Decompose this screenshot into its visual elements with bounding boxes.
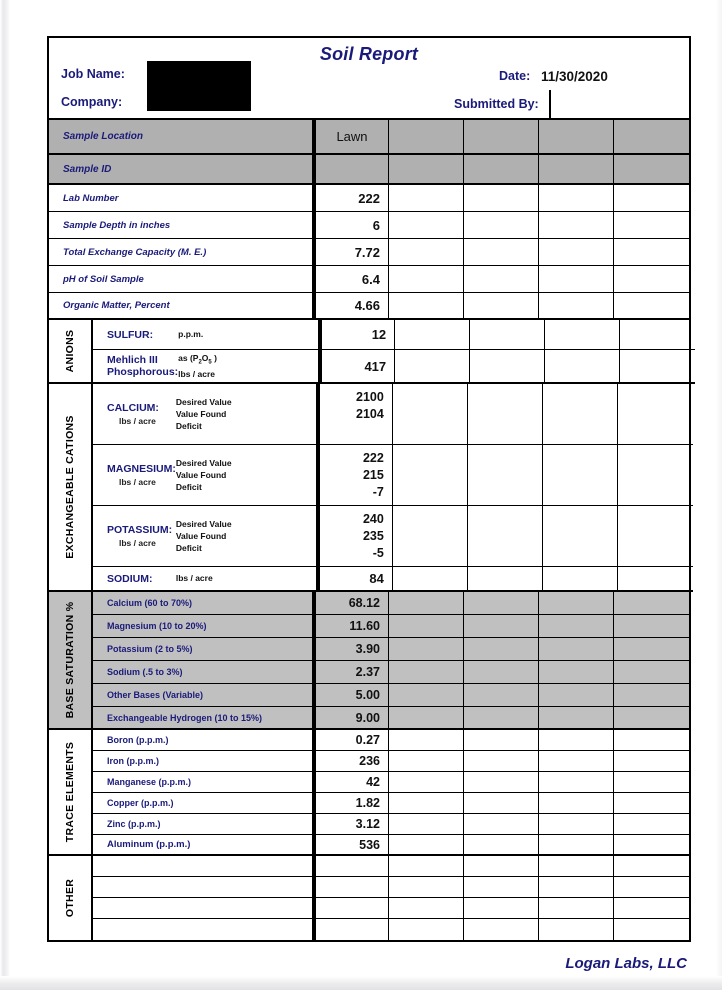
value-cell[interactable] (539, 185, 614, 212)
trace-elements-band (49, 730, 689, 856)
row-label: Zinc (p.p.m.) (93, 814, 314, 835)
anions-band (49, 320, 689, 384)
value-cell[interactable]: 11.60 (314, 615, 389, 638)
section-trace-elements (49, 730, 689, 856)
date-value: 11/30/2020 (541, 69, 608, 84)
section-other (49, 856, 689, 940)
value-cell[interactable] (539, 751, 614, 772)
value-cell[interactable]: 7.72 (314, 239, 389, 266)
page-edge-left-shadow (0, 0, 10, 990)
section-side-label-anions (49, 320, 93, 384)
value-cell[interactable]: 240 235 -5 (318, 506, 393, 567)
value-cell[interactable]: 222 (314, 185, 389, 212)
row-label: Boron (p.p.m.) (93, 730, 314, 751)
value-cell[interactable] (614, 751, 689, 772)
value-cell[interactable] (539, 592, 614, 615)
value-cell[interactable] (539, 793, 614, 814)
value-cell[interactable] (543, 384, 618, 445)
value-cell[interactable] (314, 919, 389, 940)
value-cell[interactable] (618, 506, 693, 567)
value-cell[interactable] (464, 155, 539, 185)
value-cell[interactable] (464, 266, 539, 293)
value-cell[interactable] (614, 239, 689, 266)
value-cell[interactable] (464, 856, 539, 877)
value-cell[interactable] (389, 919, 464, 940)
value-cell[interactable] (470, 350, 545, 384)
row-sublabels: Desired Value Value Found Deficit (175, 457, 232, 493)
value-cell[interactable] (614, 592, 689, 615)
table-row (49, 185, 689, 212)
company-label: Company: (61, 95, 123, 109)
row-label: Sample ID (49, 155, 314, 185)
value-cell[interactable] (614, 835, 689, 856)
section-side-label-other (49, 856, 93, 940)
value-cell[interactable] (539, 835, 614, 856)
value-cell[interactable] (614, 684, 689, 707)
value-cell[interactable] (389, 638, 464, 661)
row-label: Organic Matter, Percent (49, 293, 314, 320)
table-row (49, 239, 689, 266)
value-cell[interactable] (389, 751, 464, 772)
cations-band (49, 384, 689, 592)
value-cell[interactable] (468, 567, 543, 592)
table-row (93, 638, 689, 661)
value-cell[interactable] (464, 684, 539, 707)
report-sheet (47, 36, 691, 972)
value-cell[interactable] (468, 384, 543, 445)
page-edge-bottom-shadow (0, 976, 722, 990)
row-label: SODIUM: (107, 572, 153, 585)
value-cell[interactable] (614, 730, 689, 751)
value-cell[interactable] (539, 772, 614, 793)
value-cell[interactable]: 3.90 (314, 638, 389, 661)
row-label: Manganese (p.p.m.) (93, 772, 314, 793)
value-cell[interactable] (464, 793, 539, 814)
row-label: Total Exchange Capacity (M. E.) (49, 239, 314, 266)
table-row (93, 684, 689, 707)
other-band (49, 856, 689, 940)
row-unit: lbs / acre (119, 477, 156, 487)
row-sublabels: Desired Value Value Found Deficit (175, 396, 232, 432)
table-row (93, 350, 695, 384)
value-cell[interactable]: 6.4 (314, 266, 389, 293)
row-label: Other Bases (Variable) (93, 684, 314, 707)
value-cell[interactable] (464, 615, 539, 638)
row-label: Copper (p.p.m.) (93, 793, 314, 814)
value-cell[interactable]: 0.27 (314, 730, 389, 751)
value-cell[interactable] (314, 877, 389, 898)
value-cell[interactable]: 1.82 (314, 793, 389, 814)
value-cell[interactable] (470, 320, 545, 350)
value-cell[interactable] (614, 212, 689, 239)
row-unit: lbs / acre (119, 416, 156, 426)
value-cell[interactable] (464, 877, 539, 898)
report-table (47, 120, 691, 942)
row-label: Sodium (.5 to 3%) (93, 661, 314, 684)
value-cell[interactable] (389, 615, 464, 638)
row-label: SULFUR: (107, 328, 154, 341)
table-row (93, 730, 689, 751)
value-cell[interactable] (539, 919, 614, 940)
value-cell[interactable] (464, 919, 539, 940)
value-cell[interactable] (468, 445, 543, 506)
section-exchangeable-cations (49, 384, 689, 592)
value-cell[interactable] (620, 320, 695, 350)
value-cell[interactable] (464, 212, 539, 239)
value-cell[interactable] (614, 814, 689, 835)
job-name-label: Job Name: (61, 67, 125, 81)
value-cell[interactable] (464, 730, 539, 751)
value-cell[interactable] (468, 506, 543, 567)
value-cell[interactable]: 84 (318, 567, 393, 592)
value-cell[interactable] (464, 772, 539, 793)
report-header (47, 36, 691, 120)
row-label: Sample Depth in inches (49, 212, 314, 239)
value-cell[interactable] (389, 592, 464, 615)
row-unit: lbs / acre (119, 538, 156, 548)
section-side-label-text: EXCHANGEABLE CATIONS (64, 415, 76, 559)
value-cell[interactable]: 536 (314, 835, 389, 856)
value-cell[interactable] (389, 814, 464, 835)
value-cell[interactable] (614, 266, 689, 293)
value-cell[interactable] (539, 212, 614, 239)
value-cell[interactable] (539, 266, 614, 293)
value-cell[interactable] (614, 919, 689, 940)
value-cell[interactable] (464, 293, 539, 320)
table-row (93, 615, 689, 638)
value-cell[interactable] (393, 567, 468, 592)
header-divider (549, 90, 551, 120)
value-cell[interactable] (545, 350, 620, 384)
table-row (93, 506, 693, 567)
value-cell[interactable]: 236 (314, 751, 389, 772)
value-cell[interactable] (389, 772, 464, 793)
value-cell[interactable] (389, 239, 464, 266)
table-row (93, 661, 689, 684)
value-cell[interactable] (389, 856, 464, 877)
footer-company-name: Logan Labs, LLC (565, 955, 687, 972)
value-cell[interactable] (614, 793, 689, 814)
table-row (93, 320, 695, 350)
row-label[interactable] (93, 919, 314, 940)
value-cell[interactable] (464, 898, 539, 919)
table-row (93, 856, 689, 877)
value-cell[interactable]: 5.00 (314, 684, 389, 707)
section-side-label-text: ANIONS (64, 329, 76, 373)
row-label: Magnesium (10 to 20%) (93, 615, 314, 638)
value-cell[interactable] (539, 120, 614, 155)
value-cell[interactable] (539, 155, 614, 185)
value-cell[interactable] (614, 293, 689, 320)
table-row (93, 814, 689, 835)
value-cell[interactable] (539, 877, 614, 898)
value-cell[interactable]: 12 (320, 320, 395, 350)
table-row (93, 445, 693, 506)
value-cell[interactable] (614, 615, 689, 638)
value-cell[interactable] (614, 155, 689, 185)
value-cell[interactable] (464, 592, 539, 615)
row-label[interactable] (93, 856, 314, 877)
value-cell[interactable]: 42 (314, 772, 389, 793)
value-cell[interactable] (389, 684, 464, 707)
row-label: Sample Location (49, 120, 314, 155)
value-cell[interactable] (539, 707, 614, 730)
value-cell[interactable] (314, 898, 389, 919)
value-cell[interactable] (543, 506, 618, 567)
table-row (93, 919, 689, 940)
value-cell[interactable] (395, 320, 470, 350)
value-cell[interactable] (614, 898, 689, 919)
section-side-label-trace-elements (49, 730, 93, 856)
row-label: Calcium (60 to 70%) (93, 592, 314, 615)
value-cell[interactable] (614, 877, 689, 898)
value-cell[interactable]: 417 (320, 350, 395, 384)
page-title: Soil Report (319, 44, 419, 64)
value-cell[interactable] (393, 384, 468, 445)
table-row (93, 793, 689, 814)
table-row (93, 898, 689, 919)
value-cell[interactable] (389, 661, 464, 684)
value-cell[interactable] (614, 638, 689, 661)
value-cell[interactable] (389, 212, 464, 239)
value-cell[interactable] (464, 751, 539, 772)
table-row (49, 293, 689, 320)
value-cell[interactable]: 6 (314, 212, 389, 239)
value-cell[interactable] (620, 350, 695, 384)
table-row (93, 772, 689, 793)
value-cell[interactable] (539, 898, 614, 919)
row-unit: p.p.m. (178, 329, 204, 340)
value-cell[interactable] (614, 120, 689, 155)
value-cell[interactable] (539, 661, 614, 684)
submitted-by-label: Submitted By: (454, 97, 539, 111)
value-cell[interactable] (614, 661, 689, 684)
value-cell[interactable] (389, 120, 464, 155)
value-cell[interactable] (464, 835, 539, 856)
value-cell[interactable]: 4.66 (314, 293, 389, 320)
table-row (49, 266, 689, 293)
table-row (93, 835, 689, 856)
value-cell[interactable] (539, 239, 614, 266)
value-cell[interactable] (393, 506, 468, 567)
value-cell[interactable] (539, 730, 614, 751)
value-cell[interactable] (464, 814, 539, 835)
table-row (93, 384, 693, 445)
row-label: Iron (p.p.m.) (93, 751, 314, 772)
page-edge-right-shadow (716, 0, 722, 990)
table-row (93, 751, 689, 772)
value-cell[interactable] (389, 793, 464, 814)
value-cell[interactable] (389, 293, 464, 320)
section-side-label-base-saturation (49, 592, 93, 730)
value-cell[interactable] (389, 266, 464, 293)
date-label: Date: (499, 69, 531, 83)
table-row (49, 120, 689, 155)
value-cell[interactable]: 68.12 (314, 592, 389, 615)
section-side-label-text: TRACE ELEMENTS (64, 741, 76, 843)
row-label: POTASSIUM: (107, 524, 173, 536)
section-side-label-text: OTHER (64, 878, 76, 918)
row-sublabels: Desired Value Value Found Deficit (175, 518, 232, 554)
value-cell[interactable] (314, 856, 389, 877)
value-cell[interactable] (614, 856, 689, 877)
value-cell[interactable] (464, 638, 539, 661)
value-cell[interactable]: 2100 2104 (318, 384, 393, 445)
value-cell[interactable] (464, 239, 539, 266)
value-cell[interactable] (464, 661, 539, 684)
row-label: MAGNESIUM: (107, 463, 176, 475)
table-row (93, 592, 689, 615)
section-side-label-text: BASE SATURATION % (64, 601, 76, 719)
table-row (93, 567, 693, 592)
value-cell[interactable]: 9.00 (314, 707, 389, 730)
value-cell[interactable] (614, 185, 689, 212)
row-label: Aluminum (p.p.m.) (93, 835, 314, 856)
row-label: Exchangeable Hydrogen (10 to 15%) (93, 707, 314, 730)
value-cell[interactable]: Lawn (314, 120, 389, 155)
value-cell[interactable] (618, 384, 693, 445)
row-unit: as ($P_2O_5$ ) lbs / acre (178, 353, 217, 379)
row-label: pH of Soil Sample (49, 266, 314, 293)
value-cell[interactable] (464, 707, 539, 730)
row-label: CALCIUM: (107, 402, 159, 414)
value-cell[interactable] (389, 898, 464, 919)
value-cell[interactable]: 222 215 -7 (318, 445, 393, 506)
section-side-label-cations (49, 384, 93, 592)
table-row (49, 155, 689, 185)
value-cell[interactable] (314, 155, 389, 185)
value-cell[interactable] (614, 772, 689, 793)
row-label[interactable] (93, 877, 314, 898)
value-cell[interactable] (539, 684, 614, 707)
table-row (49, 212, 689, 239)
base-saturation-band (49, 592, 689, 730)
table-row (93, 707, 689, 730)
value-cell[interactable] (618, 445, 693, 506)
value-cell[interactable] (389, 185, 464, 212)
value-cell[interactable] (614, 707, 689, 730)
value-cell[interactable] (464, 120, 539, 155)
value-cell[interactable] (389, 155, 464, 185)
row-unit: lbs / acre (175, 573, 213, 584)
redaction-block (147, 61, 251, 111)
section-base-saturation (49, 592, 689, 730)
section-anions (49, 320, 689, 384)
value-cell[interactable]: 3.12 (314, 814, 389, 835)
value-cell[interactable] (539, 814, 614, 835)
value-cell[interactable] (539, 615, 614, 638)
row-label: Potassium (2 to 5%) (93, 638, 314, 661)
value-cell[interactable] (543, 445, 618, 506)
row-label[interactable] (93, 898, 314, 919)
value-cell[interactable] (539, 293, 614, 320)
value-cell[interactable] (464, 185, 539, 212)
table-row (93, 877, 689, 898)
value-cell[interactable] (543, 567, 618, 592)
row-label: Lab Number (49, 185, 314, 212)
value-cell[interactable] (539, 638, 614, 661)
value-cell[interactable] (393, 445, 468, 506)
value-cell[interactable] (389, 730, 464, 751)
row-label: Mehlich III Phosphorous: (107, 354, 179, 378)
value-cell[interactable] (389, 835, 464, 856)
value-cell[interactable] (539, 856, 614, 877)
value-cell[interactable]: 2.37 (314, 661, 389, 684)
value-cell[interactable] (389, 707, 464, 730)
value-cell[interactable] (395, 350, 470, 384)
value-cell[interactable] (389, 877, 464, 898)
value-cell[interactable] (618, 567, 693, 592)
value-cell[interactable] (545, 320, 620, 350)
